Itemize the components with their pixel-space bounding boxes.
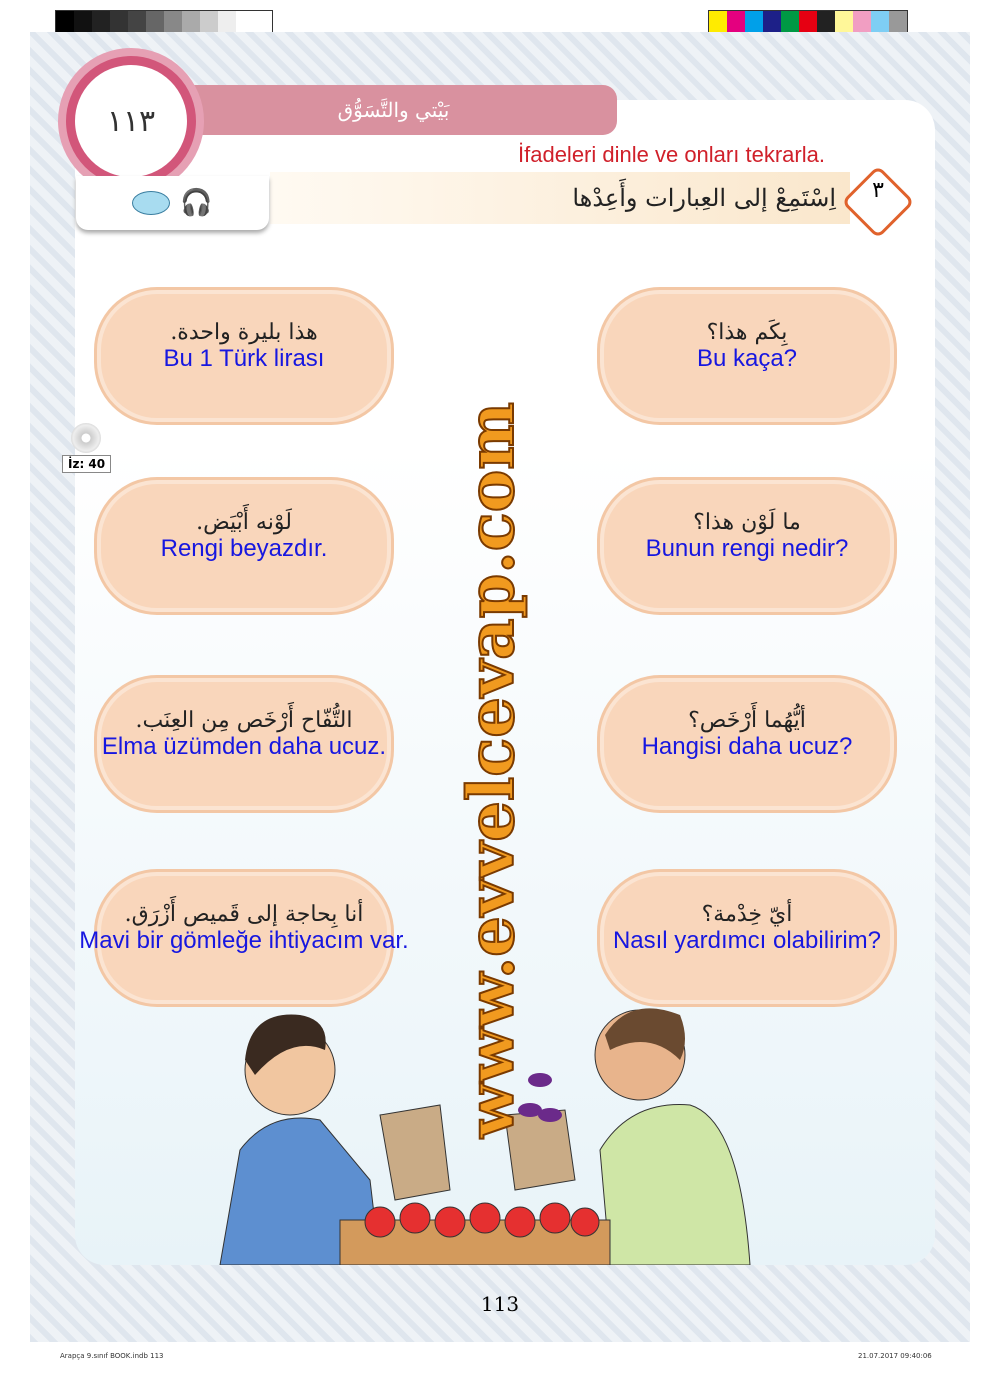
arabic-phrase: أنا بِحاجة إلى قَميص أَزْرَق. bbox=[124, 902, 364, 927]
turkish-phrase: Bunun rengi nedir? bbox=[645, 535, 849, 562]
phrase-card bbox=[97, 678, 391, 810]
phrase-card bbox=[600, 678, 894, 810]
footer-file: Arapça 9.sınıf BOOK.indb 113 bbox=[60, 1352, 164, 1360]
turkish-phrase: Mavi bir gömleğe ihtiyacım var. bbox=[79, 927, 409, 954]
cd-icon bbox=[71, 423, 101, 453]
activity-icons bbox=[76, 176, 269, 230]
phrase-card bbox=[600, 872, 894, 1004]
turkish-phrase: Rengi beyazdır. bbox=[160, 535, 328, 562]
headphones-icon: 🎧 bbox=[180, 188, 213, 218]
turkish-phrase: Bu 1 Türk lirası bbox=[163, 345, 325, 372]
arabic-phrase: هذا بليرة واحدة. bbox=[170, 320, 318, 345]
exercise-number: ٣ bbox=[872, 178, 884, 203]
arabic-phrase: أيّ خِدْمة؟ bbox=[701, 902, 793, 927]
footer-date: 21.07.2017 09:40:06 bbox=[858, 1352, 932, 1360]
arabic-phrase: التُّفّاح أَرْخَص مِن العِنَب. bbox=[135, 708, 353, 733]
instruction-arabic: اِسْتَمِعْ إلى العِبارات وأَعِدْها bbox=[270, 172, 850, 224]
turkish-phrase: Bu kaça? bbox=[696, 345, 798, 372]
phrase-card bbox=[97, 290, 391, 422]
turkish-phrase: Hangisi daha ucuz? bbox=[641, 733, 853, 760]
grayscale-bar bbox=[55, 10, 273, 34]
arabic-phrase: ما لَوْن هذا؟ bbox=[693, 510, 801, 535]
speech-bubble-icon bbox=[132, 191, 170, 215]
audio-track-label: İz: 40 bbox=[62, 455, 111, 473]
phrase-card bbox=[79, 872, 409, 1004]
turkish-phrase: Elma üzümden daha ucuz. bbox=[101, 733, 387, 760]
arabic-phrase: بِكَم هذا؟ bbox=[706, 320, 788, 345]
instruction-turkish: İfadeleri dinle ve onları tekrarla. bbox=[518, 142, 825, 167]
arabic-phrase: لَوْنه أَبْيَض. bbox=[196, 510, 292, 535]
phrase-card bbox=[600, 290, 894, 422]
arabic-phrase: أيُّهُما أَرْخَص؟ bbox=[688, 708, 806, 733]
phrase-card bbox=[600, 480, 894, 612]
unit-title: بَيْتي والتَّسَوُّق bbox=[170, 85, 617, 135]
phrase-card bbox=[97, 480, 391, 612]
watermark: www.evvelcevap.com bbox=[454, 402, 529, 1138]
page-number: 113 bbox=[480, 1292, 520, 1316]
lesson-number: ١١٣ bbox=[66, 56, 196, 186]
turkish-phrase: Nasıl yardımcı olabilirim? bbox=[612, 927, 882, 954]
color-bar bbox=[708, 10, 908, 34]
